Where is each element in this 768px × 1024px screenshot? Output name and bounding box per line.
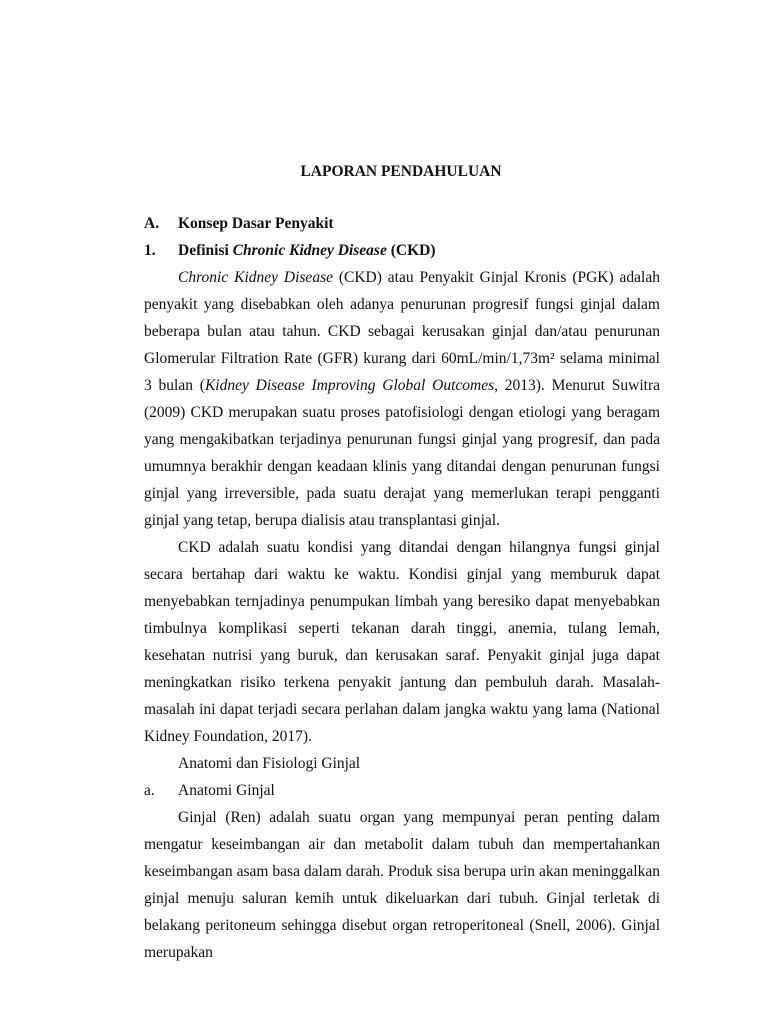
subsection-1-heading	[144, 240, 436, 262]
paragraph-1-text-2: , 2013). Menurut Suwitra (2009) CKD merupakan suatu proses patofisiologi dengan etiologi yang beragam yang mengakibatkan terjadinya penurunan fungsi ginjal yang progresif, dan pada umumnya berakhir dengan keadaan klinis yang ditandai dengan penurunan fungsi ginjal yang irreversible, pada suatu derajat yang memerlukan terapi pengganti ginjal yang tetap, berupa dialisis atau transplantasi ginjal.	[144, 377, 660, 529]
paragraph-1-italic-term: Chronic Kidney Disease	[178, 269, 333, 286]
subsection-2-heading: Anatomi dan Fisiologi Ginjal	[178, 755, 361, 772]
paragraph-kidney-anatomy: Ginjal (Ren) adalah suatu organ yang mempunyai peran penting dalam mengatur keseimbangan air dan metabolit dalam tubuh dan mempertahankan keseimbangan asam basa dalam darah. Produk sisa berupa urin akan meninggalkan ginjal menuju saluran kemih untuk dikeluarkan dari tubuh. Ginjal terletak di belakang peritoneum sehingga disebut organ retroperitoneal (Snell, 2006). Ginjal merupakan	[144, 809, 660, 961]
item-a-heading	[144, 777, 660, 804]
item-a-label: Anatomi Ginjal	[178, 782, 275, 799]
section-a-label: Konsep Dasar Penyakit	[178, 215, 334, 232]
section-a-heading	[144, 213, 334, 235]
paragraph-ckd-definition	[144, 264, 660, 534]
subsection-1-label-italic: Chronic Kidney Disease	[232, 242, 387, 259]
subsection-1-number: 1.	[144, 242, 156, 259]
subsection-1-label-prefix: Definisi	[178, 242, 233, 259]
item-a-number: a.	[144, 782, 155, 799]
subsection-1-label-suffix: (CKD)	[386, 242, 436, 259]
paragraph-ckd-condition: CKD adalah suatu kondisi yang ditandai dengan hilangnya fungsi ginjal secara bertahap dari waktu ke waktu. Kondisi ginjal yang memburuk dapat menyebabkan ternjadinya penumpukan limbah yang beresiko dapat menyebabkan timbulnya komplikasi seperti tekanan darah tinggi, anemia, tulang lemah, kesehatan nutrisi yang buruk, dan kerusakan saraf. Penyakit ginjal juga dapat meningkatkan risiko terkena penyakit jantung dan pembuluh darah. Masalah-masalah ini dapat terjadi secara perlahan dalam jangka waktu yang lama (National Kidney Foundation, 2017).	[144, 539, 660, 745]
document-title: LAPORAN PENDAHULUAN	[300, 163, 502, 180]
document-body	[144, 264, 660, 966]
paragraph-1-text-1: (CKD) atau Penyakit Ginjal Kronis (PGK) adalah penyakit yang disebabkan oleh adanya penurunan progresif fungsi ginjal dalam beberapa bulan atau tahun. CKD sebagai kerusakan ginjal dan/atau penurunan Glomerular Filtration Rate (GFR) kurang dari 60mL/min/1,73m² selama minimal 3 bulan (	[144, 269, 660, 394]
paragraph-1-italic-citation: Kidney Disease Improving Global Outcomes	[204, 377, 495, 394]
section-a-number: A.	[144, 215, 160, 232]
